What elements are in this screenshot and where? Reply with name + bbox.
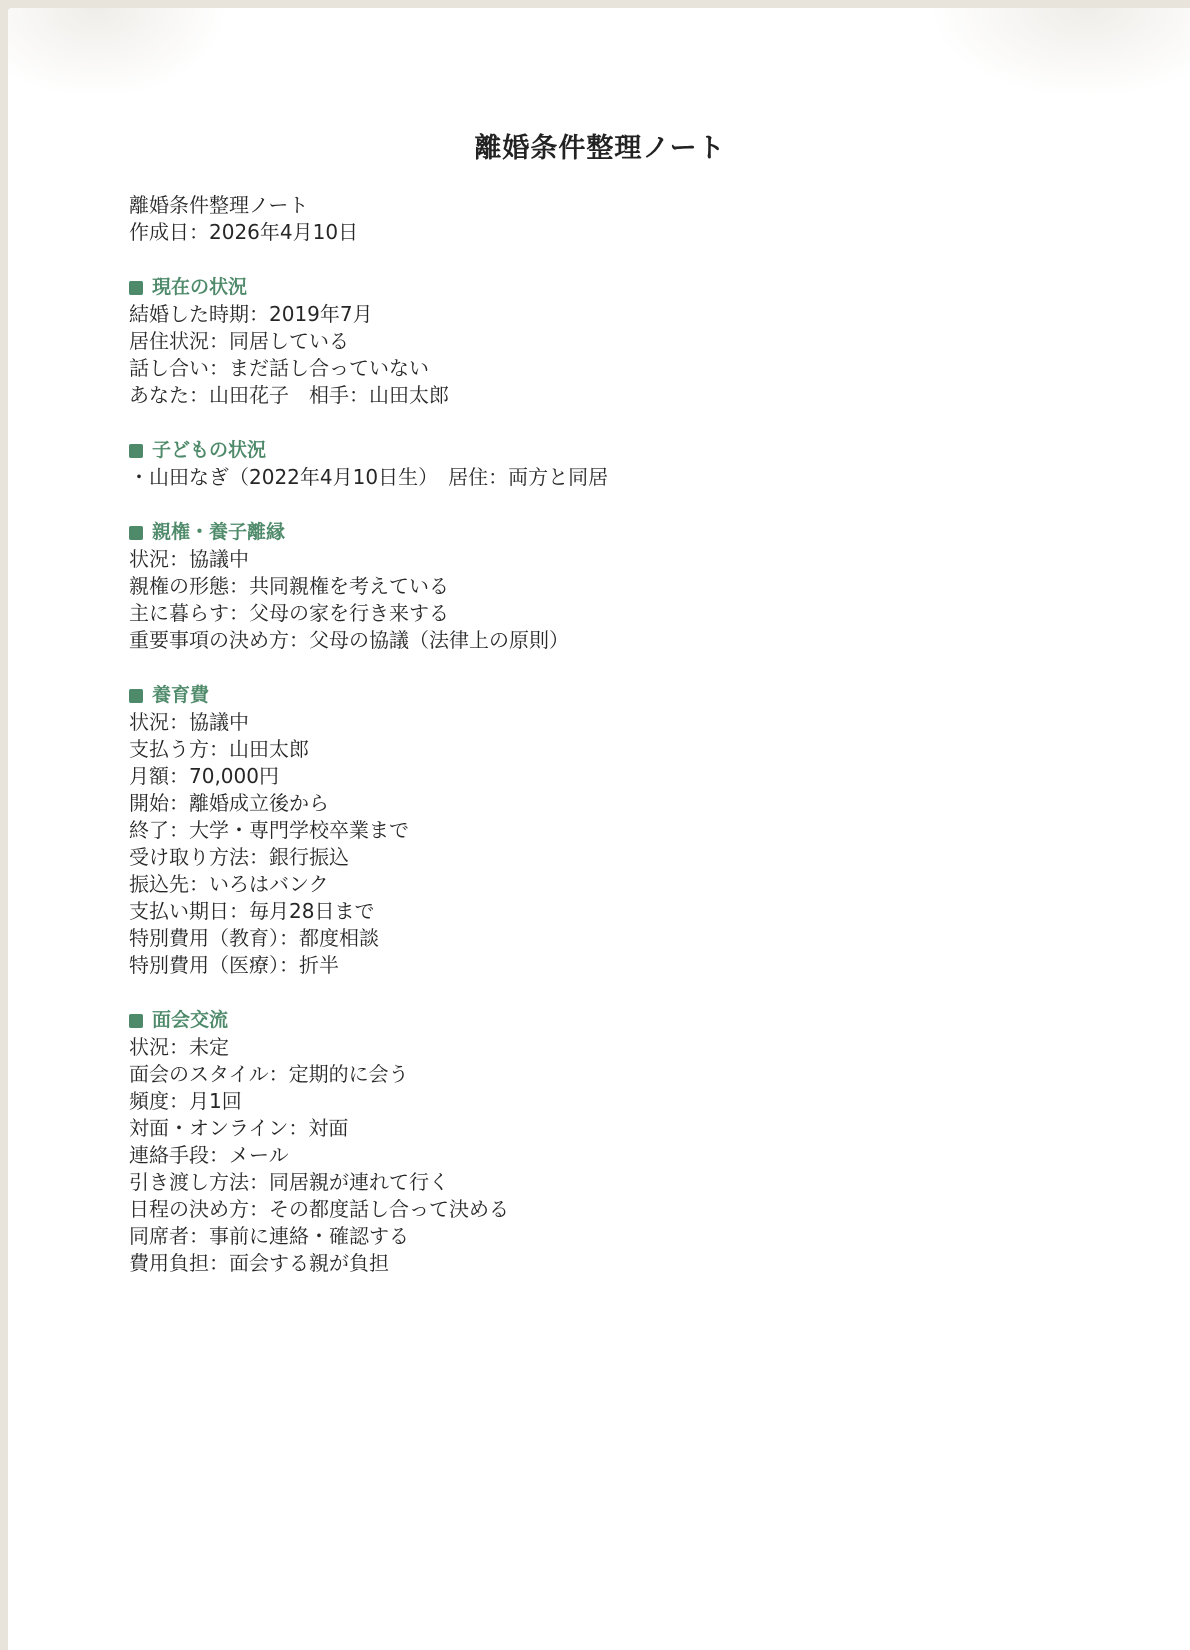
section-line: 同席者：事前に連絡・確認する (129, 1224, 409, 1248)
section-gap (129, 654, 1029, 682)
section-line: 対面・オンライン：対面 (129, 1116, 349, 1140)
section-heading (129, 274, 1029, 301)
section-line: 面会のスタイル：定期的に会う (129, 1062, 409, 1086)
section-line: 親権の形態：共同親権を考えている (129, 574, 449, 598)
section-line: ・山田なぎ（2022年4月10日生） 居住：両方と同居 (129, 465, 609, 489)
section-line: 連絡手段：メール (129, 1143, 289, 1167)
section-heading (129, 1007, 1029, 1034)
section-line: 引き渡し方法：同居親が連れて行く (129, 1170, 449, 1194)
section-line: 頻度：月1回 (129, 1089, 242, 1113)
section-heading (129, 519, 1029, 546)
created-date: 作成日：2026年4月10日 (129, 220, 359, 244)
section-heading-text: 現在の状況 (152, 276, 248, 298)
square-bullet-icon (129, 444, 143, 458)
section-heading-text: 面会交流 (152, 1009, 229, 1031)
section-line: 日程の決め方：その都度話し合って決める (129, 1197, 509, 1221)
square-bullet-icon (129, 281, 143, 295)
section-line: 費用負担：面会する親が負担 (129, 1251, 389, 1275)
section-heading-text: 子どもの状況 (152, 439, 267, 461)
section-heading-text: 養育費 (152, 684, 210, 706)
section-gap (129, 246, 1029, 274)
section-line: 振込先：いろはバンク (129, 872, 329, 896)
section-line: 支払い期日：毎月28日まで (129, 899, 375, 923)
section-line: あなた：山田花子 相手：山田太郎 (129, 383, 449, 407)
section-gap (129, 409, 1029, 437)
section-line: 特別費用（医療）：折半 (129, 953, 339, 977)
section-heading (129, 682, 1029, 709)
section-gap (129, 979, 1029, 1007)
section-heading-text: 親権・養子離縁 (152, 521, 286, 543)
document-body (129, 192, 1029, 1277)
section-line: 話し合い：まだ話し合っていない (129, 356, 429, 380)
section-line: 状況：協議中 (129, 547, 249, 571)
section-line: 特別費用（教育）：都度相談 (129, 926, 379, 950)
square-bullet-icon (129, 526, 143, 540)
section-line: 結婚した時期：2019年7月 (129, 302, 373, 326)
section-line: 居住状況：同居している (129, 329, 349, 353)
section-gap (129, 491, 1029, 519)
section-line: 状況：協議中 (129, 710, 249, 734)
square-bullet-icon (129, 1014, 143, 1028)
section-heading (129, 437, 1029, 464)
section-line: 開始：離婚成立後から (129, 791, 329, 815)
section-line: 月額：70,000円 (129, 764, 279, 788)
section-line: 支払う方：山田太郎 (129, 737, 309, 761)
section-line: 受け取り方法：銀行振込 (129, 845, 349, 869)
header-line: 離婚条件整理ノート (129, 193, 309, 217)
section-line: 主に暮らす：父母の家を行き来する (129, 601, 449, 625)
document-title: 離婚条件整理ノート (474, 133, 726, 164)
section-line: 終了：大学・専門学校卒業まで (129, 818, 409, 842)
section-line: 状況：未定 (129, 1035, 229, 1059)
section-line: 重要事項の決め方：父母の協議（法律上の原則） (129, 628, 569, 652)
square-bullet-icon (129, 689, 143, 703)
sections-container (129, 246, 1029, 1277)
